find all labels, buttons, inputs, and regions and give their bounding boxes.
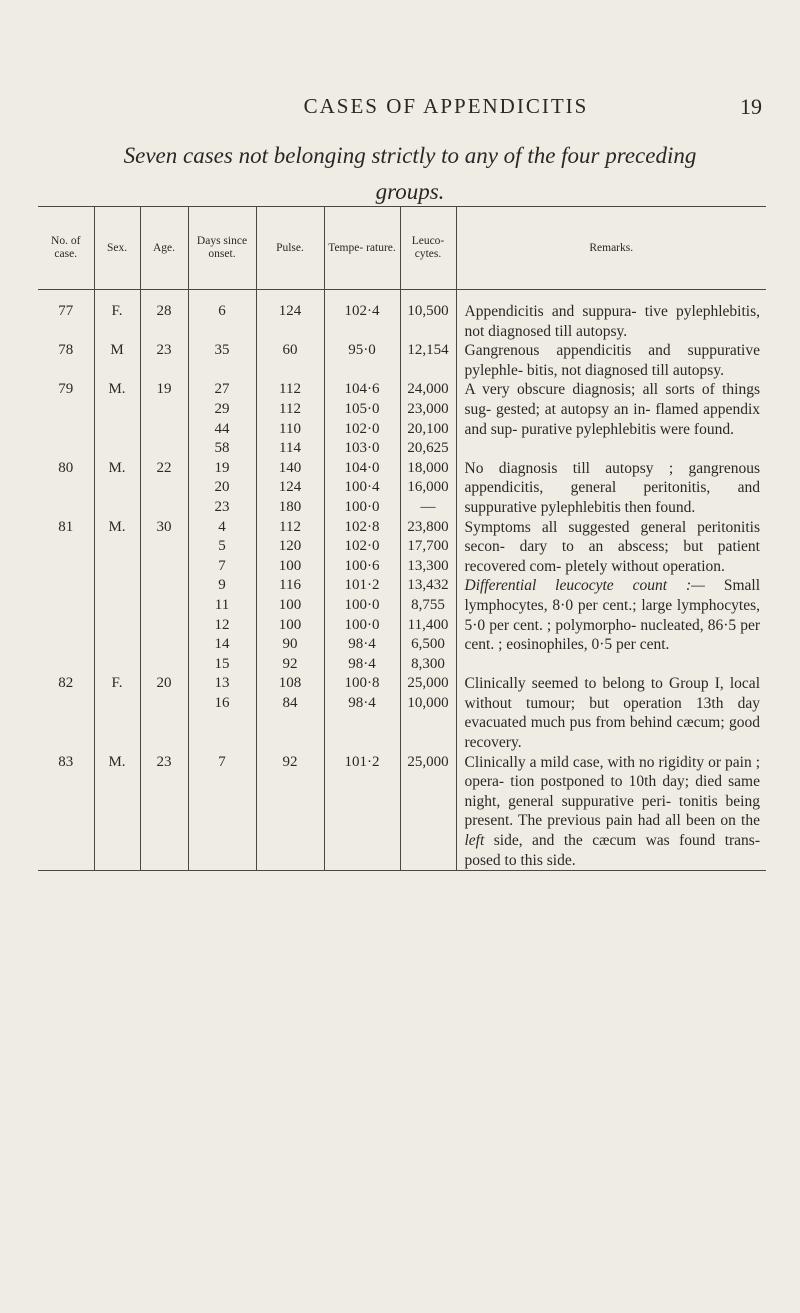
cases-table [38, 206, 766, 871]
sex: F. [94, 302, 140, 341]
temperature-value: 100·8 [344, 675, 380, 692]
table-header-row [38, 207, 766, 290]
remarks [456, 459, 766, 518]
leucocytes-value: 23,000 [407, 400, 449, 417]
days-since-onset [188, 674, 256, 752]
temperature [324, 380, 400, 458]
days-since-onset-value: 7 [218, 753, 226, 770]
temperature-value: 98·4 [348, 636, 376, 653]
table-row [38, 674, 766, 752]
days-since-onset-value: 14 [214, 636, 230, 653]
leucocytes [400, 341, 456, 380]
days-since-onset-value: 35 [214, 342, 230, 359]
leucocytes-value: 8,755 [411, 596, 445, 613]
remarks-text: Appendicitis and suppura- tive pylephlebitis, not diagnosed till autopsy. [464, 303, 760, 340]
pulse-value: 110 [279, 420, 301, 437]
column-header: Age. [140, 207, 188, 290]
days-since-onset-value: 7 [218, 557, 226, 574]
case-number: 81 [58, 518, 74, 535]
days-since-onset-value: 16 [214, 694, 230, 711]
table-row [38, 753, 766, 871]
days-since-onset [188, 302, 256, 341]
page-number: 19 [740, 94, 762, 119]
age: 28 [140, 302, 188, 341]
table-row [38, 459, 766, 518]
leucocytes-value: 18,000 [407, 459, 449, 476]
temperature-value: 101·2 [344, 577, 380, 594]
pulse-value: 90 [282, 636, 298, 653]
remarks [456, 302, 766, 341]
pulse [256, 459, 324, 518]
column-header: Remarks. [456, 207, 766, 290]
leucocytes-value: 6,500 [411, 636, 445, 653]
leucocytes [400, 302, 456, 341]
case-number: 79 [58, 381, 74, 398]
leucocytes-value: 25,000 [407, 675, 449, 692]
page-header [0, 94, 800, 124]
case-number: 80 [58, 459, 74, 476]
temperature-value: 102·0 [344, 420, 380, 437]
remarks-text: Clinically a mild case, with no rigidity or pain ; opera- tion postponed to 10th day; died same night, general suppurative peri- tonitis being present. The previous pain had all been on the [464, 753, 760, 830]
case-number: 78 [58, 342, 74, 359]
remarks [456, 674, 766, 752]
column-header: Tempe- rature. [324, 207, 400, 290]
cases-table-wrapper [38, 206, 766, 1194]
pulse-value: 60 [282, 342, 298, 359]
pulse-value: 140 [278, 459, 302, 476]
days-since-onset [188, 459, 256, 518]
leucocytes [400, 753, 456, 871]
age: 23 [140, 341, 188, 380]
remarks-text: No diagnosis till autopsy ; gangrenous appendicitis, general peritonitis, and suppurative pylephlebitis then found. [464, 459, 760, 516]
leucocytes-value: 8,300 [411, 655, 445, 672]
days-since-onset-value: 4 [218, 518, 226, 535]
days-since-onset-value: 58 [214, 440, 230, 457]
column-header: Sex. [94, 207, 140, 290]
remarks [456, 518, 766, 675]
leucocytes-value: 16,000 [407, 479, 449, 496]
temperature [324, 518, 400, 675]
pulse-value: 92 [282, 655, 298, 672]
column-header: No. of case. [38, 207, 94, 290]
pulse-value: 180 [278, 498, 302, 515]
pulse [256, 380, 324, 458]
pulse-value: 84 [282, 694, 298, 711]
age: 20 [140, 674, 188, 752]
remarks-text: Clinically seemed to belong to Group I, local without tumour; but operation 13th day evacuated much pus from behind cæcum; good recovery. [464, 675, 760, 752]
remarks-text: A very obscure diagnosis; all sorts of things sug- gested; at autopsy an in- flamed appendix and sup- purative pylephlebitis were found. [464, 381, 760, 438]
pulse-value: 108 [278, 675, 302, 692]
temperature-value: 105·0 [344, 400, 380, 417]
case-number: 77 [58, 303, 74, 319]
sex: F. [94, 674, 140, 752]
days-since-onset-value: 13 [214, 675, 230, 692]
caption-line-1: Seven cases not belonging strictly to any of the four preceding [123, 143, 697, 168]
temperature [324, 459, 400, 518]
leucocytes-value: 10,500 [407, 303, 449, 319]
temperature-value: 104·6 [344, 381, 380, 398]
days-since-onset-value: 23 [214, 498, 230, 515]
temperature-value: 100·0 [344, 616, 380, 633]
pulse [256, 341, 324, 380]
column-header: Days since onset. [188, 207, 256, 290]
age: 19 [140, 380, 188, 458]
pulse-value: 100 [278, 616, 302, 633]
pulse [256, 753, 324, 871]
days-since-onset-value: 27 [214, 381, 230, 398]
days-since-onset-value: 9 [218, 577, 226, 594]
age: 23 [140, 753, 188, 871]
days-since-onset [188, 341, 256, 380]
leucocytes-value: 20,625 [407, 440, 449, 457]
days-since-onset-value: 11 [214, 596, 230, 613]
days-since-onset-value: 29 [214, 400, 230, 417]
days-since-onset [188, 380, 256, 458]
pulse-value: 100 [278, 596, 302, 613]
pulse [256, 674, 324, 752]
pulse-value: 116 [279, 577, 301, 594]
leucocytes-value: 10,000 [407, 694, 449, 711]
temperature-value: 98·4 [348, 655, 376, 672]
remarks-italic: left [464, 832, 485, 850]
leucocytes-value: 23,800 [407, 518, 449, 535]
temperature [324, 674, 400, 752]
days-since-onset-value: 44 [214, 420, 230, 437]
days-since-onset [188, 753, 256, 871]
leucocytes-value: 20,100 [407, 420, 449, 437]
temperature-value: 100·0 [344, 498, 380, 515]
days-since-onset-value: 5 [218, 538, 226, 555]
table-body [38, 290, 766, 871]
case-number: 83 [58, 753, 74, 770]
temperature-value: 100·0 [344, 596, 380, 613]
pulse-value: 112 [279, 400, 301, 417]
leucocytes-value: — [420, 498, 436, 515]
pulse [256, 518, 324, 675]
remarks [456, 753, 766, 871]
leucocytes-value: 24,000 [407, 381, 449, 398]
temperature-value: 100·4 [344, 479, 380, 496]
running-title: CASES OF APPENDICITIS [303, 94, 589, 118]
caption-line-2: groups. [375, 179, 445, 204]
leucocytes-value: 13,300 [407, 557, 449, 574]
leucocytes [400, 380, 456, 458]
pulse-value: 120 [278, 538, 302, 555]
remarks-text: Gangrenous appendicitis and suppurative pylephle- bitis, not diagnosed till autopsy. [464, 342, 760, 379]
age: 22 [140, 459, 188, 518]
temperature-value: 101·2 [344, 753, 380, 770]
pulse-value: 124 [278, 479, 302, 496]
table-row [38, 380, 766, 458]
case-number: 82 [58, 675, 74, 692]
pulse-value: 124 [278, 303, 302, 319]
pulse-value: 92 [282, 753, 298, 770]
leucocytes [400, 518, 456, 675]
sex: M [94, 341, 140, 380]
table-row [38, 341, 766, 380]
temperature-value: 103·0 [344, 440, 380, 457]
temperature-value: 104·0 [344, 459, 380, 476]
remarks [456, 341, 766, 380]
leucocytes-value: 13,432 [407, 577, 449, 594]
leucocytes [400, 459, 456, 518]
table-row [38, 518, 766, 675]
pulse-value: 100 [278, 557, 302, 574]
sex: M. [94, 518, 140, 675]
pulse-value: 114 [279, 440, 301, 457]
leucocytes-value: 17,700 [407, 538, 449, 555]
sex: M. [94, 753, 140, 871]
pulse-value: 112 [279, 381, 301, 398]
temperature-value: 102·8 [344, 518, 380, 535]
table-caption [40, 138, 780, 210]
days-since-onset-value: 6 [218, 303, 226, 319]
leucocytes [400, 674, 456, 752]
pulse [256, 302, 324, 341]
remarks-text-continued: side, and the cæcum was found trans- posed to this side. [464, 832, 760, 869]
age: 30 [140, 518, 188, 675]
temperature-value: 100·6 [344, 557, 380, 574]
remarks-text: Symptoms all suggested general peritonitis secon- dary to an abscess; but patient recovered com- pletely without operation. [464, 518, 760, 575]
days-since-onset-value: 20 [214, 479, 230, 496]
temperature-value: 102·4 [344, 303, 380, 319]
column-header: Leuco- cytes. [400, 207, 456, 290]
temperature [324, 753, 400, 871]
leucocytes-value: 12,154 [407, 342, 449, 359]
days-since-onset [188, 518, 256, 675]
temperature-value: 95·0 [348, 342, 376, 359]
table-row [38, 302, 766, 341]
days-since-onset-value: 19 [214, 459, 230, 476]
temperature [324, 341, 400, 380]
days-since-onset-value: 15 [214, 655, 230, 672]
temperature-value: 102·0 [344, 538, 380, 555]
remarks-italic: Differential leucocyte count :— [464, 577, 705, 595]
pulse-value: 112 [279, 518, 301, 535]
column-header: Pulse. [256, 207, 324, 290]
days-since-onset-value: 12 [214, 616, 230, 633]
temperature [324, 302, 400, 341]
leucocytes-value: 11,400 [407, 616, 449, 633]
temperature-value: 98·4 [348, 694, 376, 711]
leucocytes-value: 25,000 [407, 753, 449, 770]
remarks-text-continued: Small lymphocytes, 8·0 per cent.; large lymphocytes, 5·0 per cent. ; polymorpho- nucleated, 86·5 per cent. ; eosinophiles, 0·5 per cent. [464, 577, 760, 654]
sex: M. [94, 459, 140, 518]
sex: M. [94, 380, 140, 458]
remarks [456, 380, 766, 458]
